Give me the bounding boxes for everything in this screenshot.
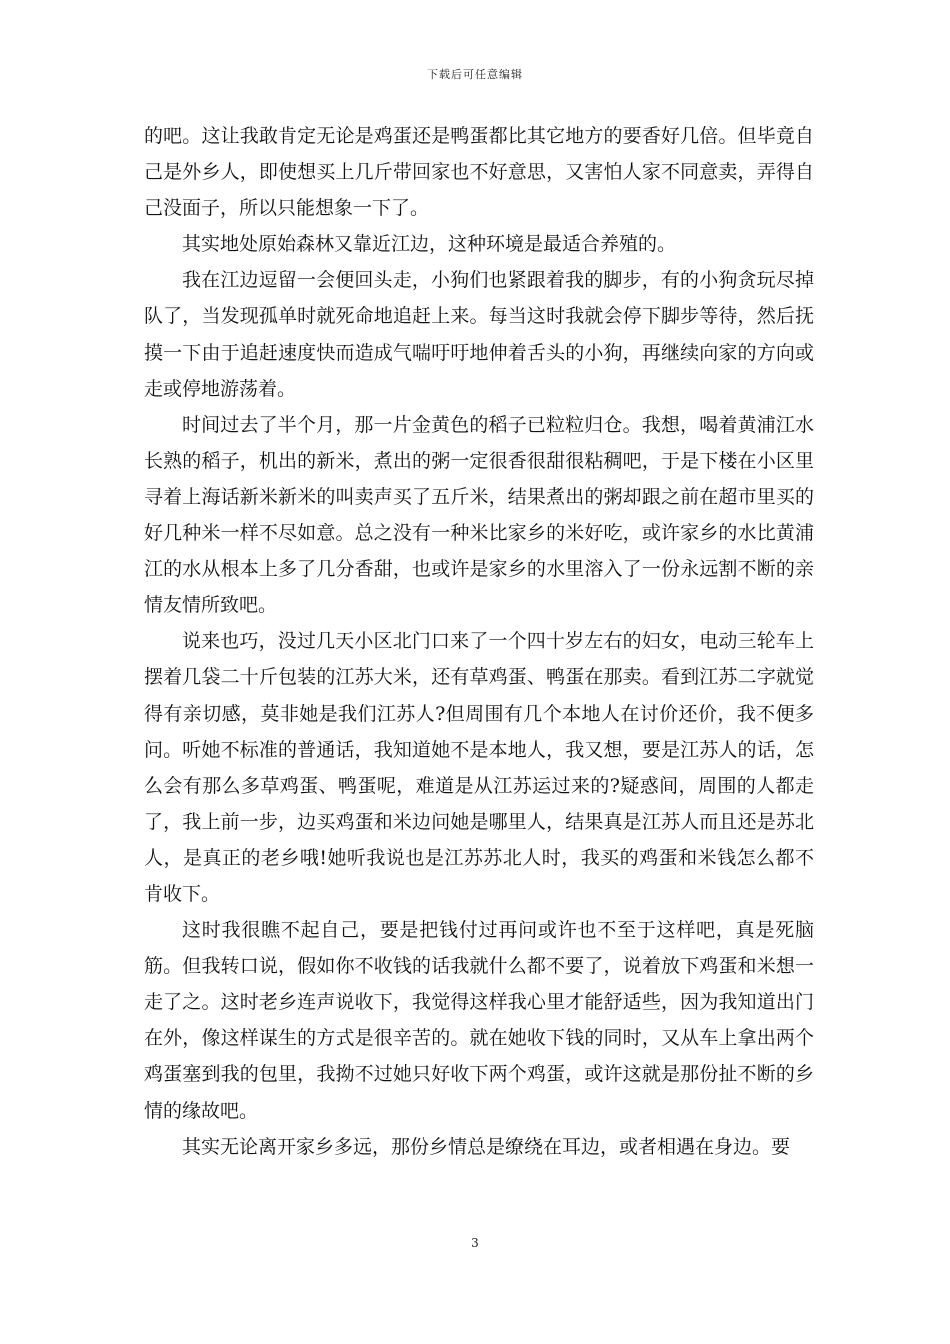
paragraph-2: 其实地处原始森林又靠近江边，这种环境是最适合养殖的。 <box>182 233 677 256</box>
body-text <box>144 118 814 1165</box>
page-number: 3 <box>471 1236 479 1250</box>
paragraph-3: 我在江边逗留一会便回头走，小狗们也紧跟着我的脚步，有的小狗贪玩尽掉队了，当发现孤单时就死命地追赶上来。每当这时我就会停下脚步等待，然后抚摸一下由于追赶速度快而造成气喘吁吁地伸着舌头的小狗，再继续向家的方向或走或停地游荡着。 <box>144 269 814 400</box>
paragraph-5: 说来也巧，没过几天小区北门口来了一个四十岁左右的妇女，电动三轮车上摆着几袋二十斤包装的江苏大米，还有草鸡蛋、鸭蛋在那卖。看到江苏二字就觉得有亲切感，莫非她是我们江苏人?但周围有几个本地人在讨价还价，我不便多问。听她不标准的普通话，我知道她不是本地人，我又想，要是江苏人的话，怎么会有那么多草鸡蛋、鸭蛋呢，难道是从江苏运过来的?疑惑间，周围的人都走了，我上前一步，边买鸡蛋和米边问她是哪里人，结果真是江苏人而且还是苏北人，是真正的老乡哦!她听我说也是江苏苏北人时，我买的鸡蛋和米钱怎么都不肯收下。 <box>144 630 814 905</box>
paragraph-6: 这时我很瞧不起自己，要是把钱付过再问或许也不至于这样吧，真是死脑筋。但我转口说，假如你不收钱的话我就什么都不要了，说着放下鸡蛋和米想一走了之。这时老乡连声说收下，我觉得这样我心里才能舒适些，因为我知道出门在外，像这样谋生的方式是很辛苦的。就在她收下钱的同时，又从车上拿出两个鸡蛋塞到我的包里，我拗不过她只好收下两个鸡蛋，或许这就是那份扯不断的乡情的缘故吧。 <box>144 919 814 1122</box>
paragraph-7: 其实无论离开家乡多远，那份乡情总是缭绕在耳边，或者相遇在身边。要 <box>182 1135 791 1158</box>
paragraph-4: 时间过去了半个月，那一片金黄色的稻子已粒粒归仓。我想，喝着黄浦江水长熟的稻子，机出的新米，煮出的粥一定很香很甜很粘稠吧，于是下楼在小区里寻着上海话新米新米的叫卖声买了五斤米，结果煮出的粥却跟之前在超市里买的好几种米一样不尽如意。总之没有一种米比家乡的米好吃，或许家乡的水比黄浦江的水从根本上多了几分香甜，也或许是家乡的水里溶入了一份永远割不断的亲情友情所致吧。 <box>144 413 814 617</box>
page-header: 下载后可任意编辑 <box>427 68 523 81</box>
paragraph-1: 的吧。这让我敢肯定无论是鸡蛋还是鸭蛋都比其它地方的要香好几倍。但毕竟自己是外乡人，即使想买上几斤带回家也不好意思，又害怕人家不同意卖，弄得自己没面子，所以只能想象一下了。 <box>144 125 814 220</box>
